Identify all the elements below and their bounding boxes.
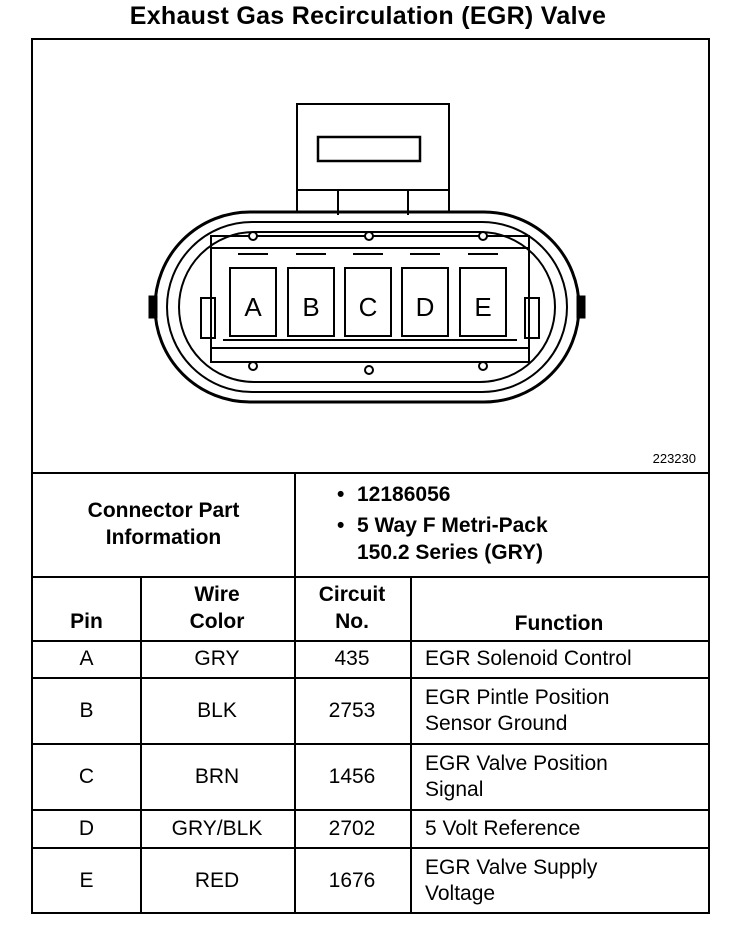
pin-cell: D	[78, 817, 95, 840]
pin-label-e: E	[474, 292, 492, 322]
function-cell	[425, 646, 632, 672]
wire-color-cell: GRY/BLK	[171, 817, 263, 840]
connector-part-label	[33, 476, 294, 572]
header-circuit-line2: No.	[335, 610, 369, 633]
header-wire-color	[140, 581, 294, 635]
function-line: EGR Solenoid Control	[425, 647, 632, 670]
table-column-rule	[294, 576, 296, 912]
header-pin: Pin	[70, 610, 103, 633]
function-cell	[425, 816, 580, 842]
function-line: EGR Valve Supply	[425, 856, 598, 879]
pin-label-a: A	[244, 292, 262, 322]
pin-slot-c	[345, 254, 391, 336]
function-line: Signal	[425, 778, 484, 801]
connector-type-line2: 150.2 Series (GRY)	[357, 541, 543, 564]
function-line: Voltage	[425, 882, 496, 905]
function-line: 5 Volt Reference	[425, 817, 581, 840]
table-rule	[33, 743, 708, 745]
circuit-cell: 1456	[328, 765, 376, 788]
pin-label-d: D	[415, 292, 435, 322]
function-cell	[425, 855, 597, 907]
connector-part-label-line1: Connector Part	[87, 499, 240, 522]
connector-part-list	[333, 481, 548, 570]
connector-type-line1: 5 Way F Metri-Pack	[357, 514, 548, 537]
function-cell	[425, 751, 608, 803]
table-column-rule	[140, 576, 142, 912]
header-wire-line2: Color	[189, 610, 245, 633]
function-cell	[425, 685, 609, 737]
wire-color-cell: GRY	[194, 647, 240, 670]
connector-part-number: • 12186056	[333, 481, 548, 508]
pin-slot-b	[288, 254, 334, 336]
wire-color-cell: BRN	[194, 765, 240, 788]
header-circuit-line1: Circuit	[318, 583, 386, 606]
table-column-rule	[410, 576, 412, 912]
circuit-cell: 435	[334, 647, 370, 670]
header-circuit-no	[294, 581, 410, 635]
pin-cell: C	[78, 765, 95, 788]
table-rule	[33, 640, 708, 642]
divider	[33, 472, 708, 474]
circuit-cell: 1676	[328, 869, 376, 892]
pin-label-b: B	[302, 292, 320, 322]
page-title: Exhaust Gas Recirculation (EGR) Valve	[129, 2, 607, 30]
connector-part-label-line2: Information	[105, 526, 222, 549]
function-line: EGR Valve Position	[425, 752, 608, 775]
function-line: Sensor Ground	[425, 712, 568, 735]
connector-diagram	[33, 40, 708, 472]
pin-label-c: C	[358, 292, 378, 322]
connector-face-drawing	[33, 40, 708, 472]
wire-color-cell: RED	[194, 869, 240, 892]
wire-color-cell: BLK	[197, 699, 237, 722]
connector-info-frame	[31, 38, 710, 914]
pin-cell: A	[79, 647, 94, 670]
header-function: Function	[514, 612, 604, 635]
divider	[294, 472, 296, 576]
pin-slot-e	[460, 254, 506, 336]
pin-slot-d	[402, 254, 448, 336]
pin-cell: E	[79, 869, 94, 892]
connector-part-type	[333, 512, 548, 566]
header-wire-line1: Wire	[194, 583, 240, 606]
pin-slot-a	[230, 254, 276, 336]
circuit-cell: 2702	[328, 817, 376, 840]
circuit-cell: 2753	[328, 699, 376, 722]
table-rule	[33, 677, 708, 679]
figure-number: 223230	[652, 451, 696, 466]
latch-tab	[297, 104, 449, 215]
table-rule	[33, 809, 708, 811]
pin-cell: B	[79, 699, 94, 722]
function-line: EGR Pintle Position	[425, 686, 610, 709]
divider	[33, 576, 708, 578]
table-rule	[33, 847, 708, 849]
